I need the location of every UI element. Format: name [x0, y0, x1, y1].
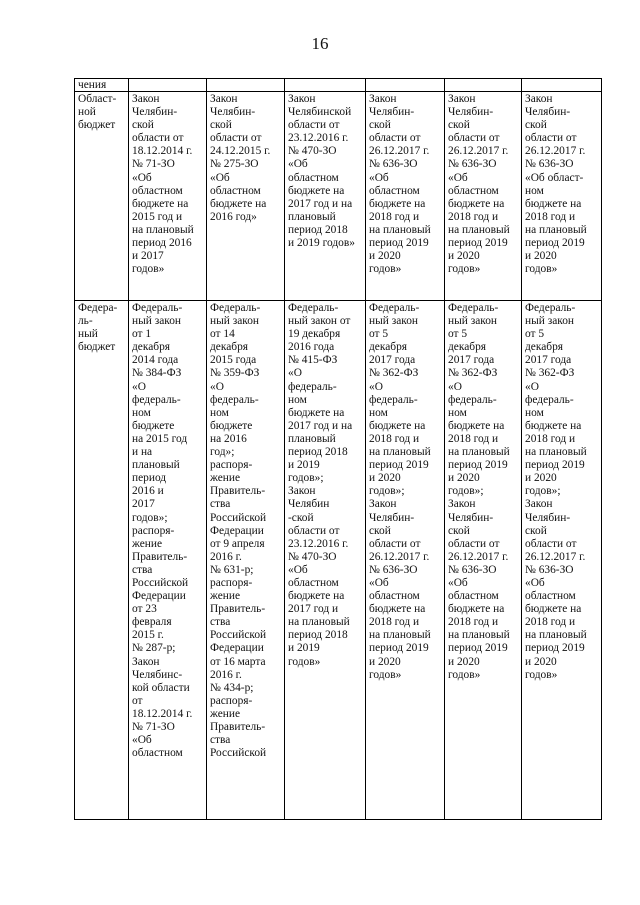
table-cell: Закон Челябин- ской области от 26.12.2017 г. № 636-ЗО «Об областном бюджете на 2018 год и на плановый период 2019 и 2020 годов» [366, 92, 445, 301]
table-cell: Закон Челябин- ской области от 26.12.2017 г. № 636-ЗО «Об област- ном бюджете на 2018 год и на плановый период 2019 и 2020 годов» [522, 92, 602, 301]
table-row-regional-budget [75, 92, 602, 301]
table-cell [522, 79, 602, 92]
table-cell: Федераль- ный закон от 5 декабря 2017 года № 362-ФЗ «О федераль- ном бюджете на 2018 год и на плановый период 2019 и 2020 годов»; Закон Челябин- ской области от 26.12.2017 г. № 636-ЗО «Об областном бюджете на 2018 год и на плановый период 2019 и 2020 годов» [366, 301, 445, 820]
row-label: Федера- ль- ный бюджет [75, 301, 129, 820]
table-cell: чения [75, 79, 129, 92]
table-row-continuation [75, 79, 602, 92]
table-cell: Федераль- ный закон от 1 декабря 2014 года № 384-ФЗ «О федераль- ном бюджете на 2015 год и на плановый период 2016 и 2017 годов»; распоря- жение Правитель- ства Российской Федерации от 23 февраля 2015 г. № 287-р; Закон Челябинс- кой области от 18.12.2014 г. № 71-ЗО «Об областном [129, 301, 207, 820]
page-number: 16 [311, 34, 329, 53]
table-cell: Федераль- ный закон от 14 декабря 2015 года № 359-ФЗ «О федераль- ном бюджете на 2016 год»; распоря- жение Правитель- ства Российской Федерации от 9 апреля 2016 г. № 631-р; распоря- жение Правитель- ства Российской Федерации от 16 марта 2016 г. № 434-р; распоря- жение Правитель- ства Российской [207, 301, 285, 820]
table-row-federal-budget [75, 301, 602, 820]
table-cell [285, 79, 366, 92]
table-cell: Федераль- ный закон от 5 декабря 2017 года № 362-ФЗ «О федераль- ном бюджете на 2018 год и на плановый период 2019 и 2020 годов»; Закон Челябин- ской области от 26.12.2017 г. № 636-ЗО «Об областном бюджете на 2018 год и на плановый период 2019 и 2020 годов» [445, 301, 522, 820]
table-cell [207, 79, 285, 92]
table-cell: Закон Челябинской области от 23.12.2016 г. № 470-ЗО «Об областном бюджете на 2017 год и на плановый период 2018 и 2019 годов» [285, 92, 366, 301]
table-cell: Федераль- ный закон от 5 декабря 2017 года № 362-ФЗ «О федераль- ном бюджете на 2018 год и на плановый период 2019 и 2020 годов»; Закон Челябин- ской области от 26.12.2017 г. № 636-ЗО «Об областном бюджете на 2018 год и на плановый период 2019 и 2020 годов» [522, 301, 602, 820]
table-cell [445, 79, 522, 92]
row-label: Област- ной бюджет [75, 92, 129, 301]
table-cell: Закон Челябин- ской области от 24.12.2015 г. № 275-ЗО «Об областном бюджете на 2016 год» [207, 92, 285, 301]
table-cell [129, 79, 207, 92]
table-cell: Закон Челябин- ской области от 26.12.2017 г. № 636-ЗО «Об областном бюджете на 2018 год и на плановый период 2019 и 2020 годов» [445, 92, 522, 301]
legal-basis-table [74, 78, 602, 820]
table-cell: Закон Челябин- ской области от 18.12.2014 г. № 71-ЗО «Об областном бюджете на 2015 год и на плановый период 2016 и 2017 годов» [129, 92, 207, 301]
table-cell: Федераль- ный закон от 19 декабря 2016 года № 415-ФЗ «О федераль- ном бюджете на 2017 год и на плановый период 2018 и 2019 годов»; Закон Челябин -ской области от 23.12.2016 г. № 470-ЗО «Об областном бюджете на 2017 год и на плановый период 2018 и 2019 годов» [285, 301, 366, 820]
table-cell [366, 79, 445, 92]
